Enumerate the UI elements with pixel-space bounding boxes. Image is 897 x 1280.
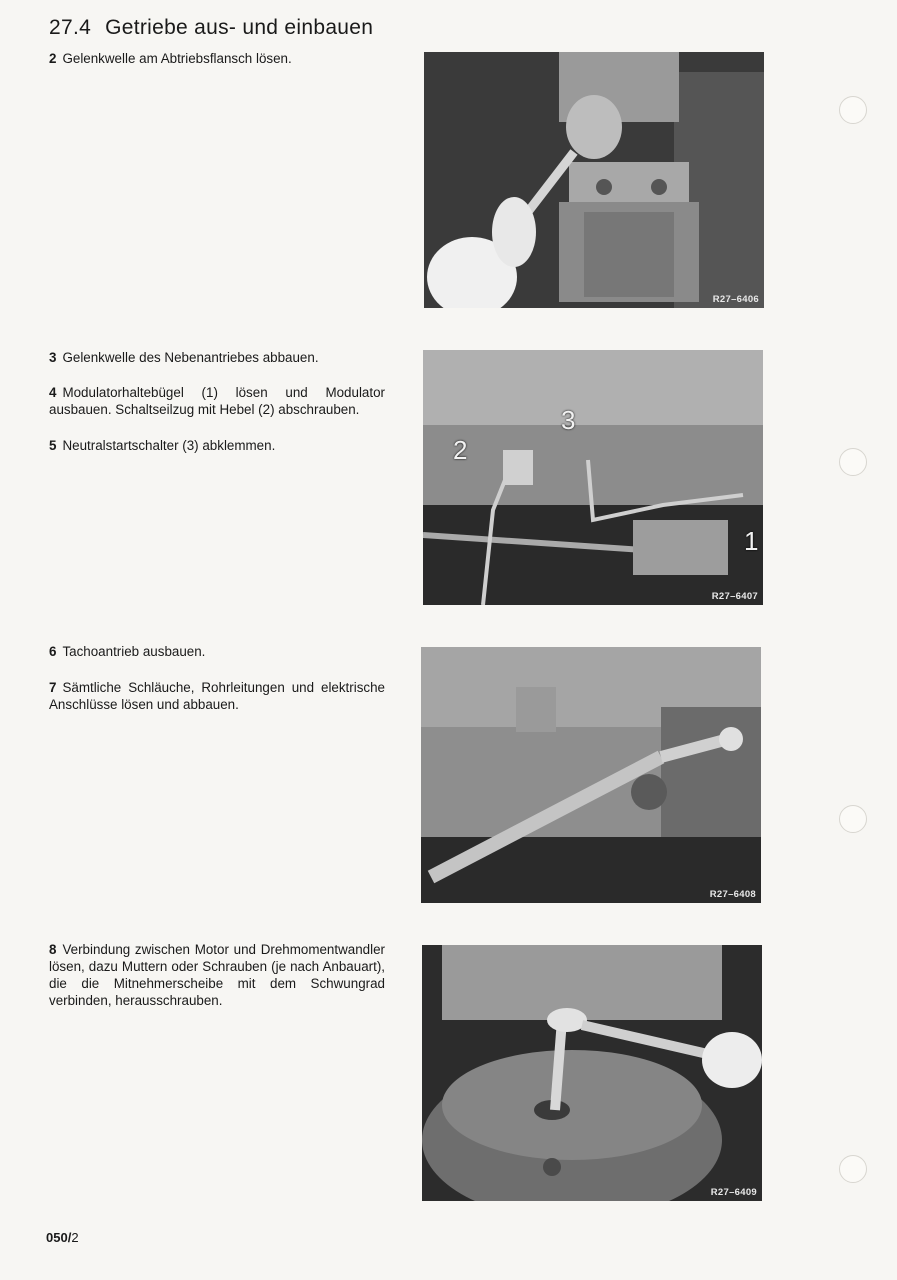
step-number: 5 bbox=[49, 438, 57, 453]
binder-hole bbox=[839, 805, 867, 833]
step-number: 3 bbox=[49, 350, 57, 365]
section-title: Getriebe aus- und einbauen bbox=[105, 16, 374, 39]
binder-hole bbox=[839, 448, 867, 476]
photo-speedometer-drive bbox=[421, 647, 761, 903]
photo-modulator-bracket bbox=[423, 350, 763, 605]
step-text: Tachoantrieb ausbauen. bbox=[62, 644, 206, 659]
step-text: Gelenkwelle des Nebenantriebes abbauen. bbox=[62, 350, 319, 365]
binder-hole bbox=[839, 1155, 867, 1183]
propshaft-illustration bbox=[424, 52, 764, 308]
photo-code: R27–6408 bbox=[709, 889, 756, 900]
photo-converter-bolts bbox=[422, 945, 762, 1201]
step-text: Modulatorhaltebügel (1) lösen und Modulator ausbauen. Schaltseilzug mit Hebel (2) abschrauben. bbox=[49, 385, 385, 417]
section-number: 27.4 bbox=[49, 16, 92, 39]
step-text: Neutralstartschalter (3) abklemmen. bbox=[62, 438, 276, 453]
photo-code: R27–6406 bbox=[712, 294, 759, 305]
step-3 bbox=[49, 349, 385, 366]
binder-hole bbox=[839, 96, 867, 124]
step-number: 6 bbox=[49, 644, 57, 659]
photo-propshaft-flange bbox=[424, 52, 764, 308]
page-number-rest: 2 bbox=[71, 1230, 79, 1245]
callout-3: 3 bbox=[561, 405, 576, 435]
page-number-bold: 050/ bbox=[46, 1230, 72, 1245]
converter-illustration bbox=[422, 945, 762, 1201]
photo-code: R27–6409 bbox=[710, 1187, 757, 1198]
step-number: 4 bbox=[49, 385, 57, 400]
step-7 bbox=[49, 679, 385, 713]
step-6 bbox=[49, 643, 385, 660]
step-4 bbox=[49, 384, 385, 418]
transmission-illustration bbox=[423, 350, 763, 605]
callout-2: 2 bbox=[453, 435, 468, 465]
step-8 bbox=[49, 941, 385, 1009]
step-number: 2 bbox=[49, 51, 57, 66]
step-text: Sämtliche Schläuche, Rohrleitungen und elektrische Anschlüsse lösen und abbauen. bbox=[49, 680, 385, 712]
callout-1: 1 bbox=[744, 526, 759, 556]
step-5 bbox=[49, 437, 385, 454]
step-2 bbox=[49, 50, 385, 67]
step-text: Gelenkwelle am Abtriebsflansch lösen. bbox=[62, 51, 292, 66]
step-text: Verbindung zwischen Motor und Drehmomentwandler lösen, dazu Muttern oder Schrauben (je nach Anbauart), die die Mitnehmerscheibe mit dem Schwungrad verbinden, herausschrauben. bbox=[49, 942, 385, 1008]
page-title bbox=[49, 16, 373, 40]
step-number: 8 bbox=[49, 942, 57, 957]
speedometer-illustration bbox=[421, 647, 761, 903]
step-number: 7 bbox=[49, 680, 57, 695]
photo-code: R27–6407 bbox=[711, 591, 758, 602]
page-number bbox=[46, 1230, 79, 1245]
